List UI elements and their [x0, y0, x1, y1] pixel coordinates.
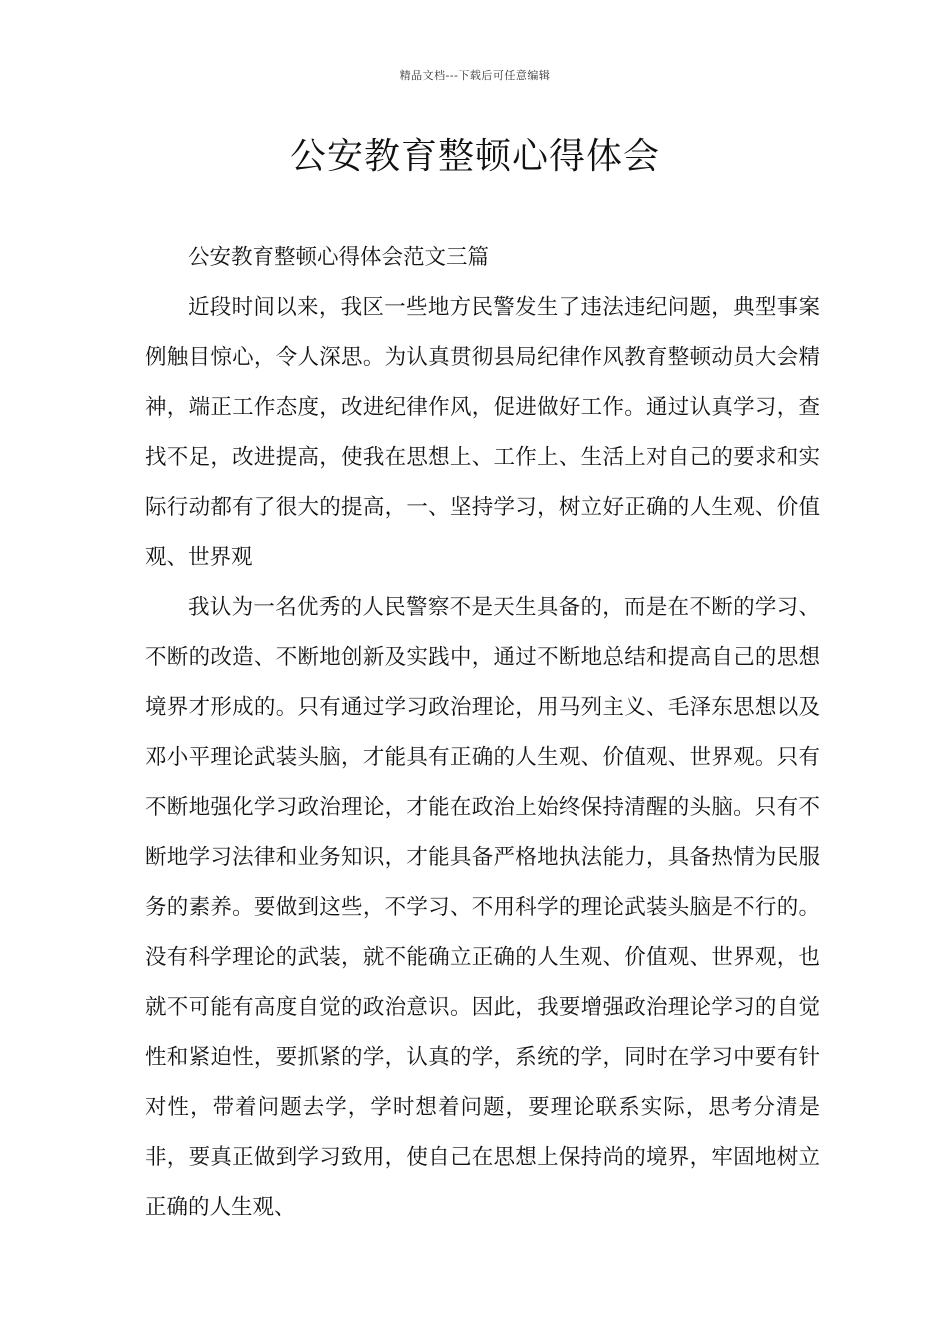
paragraph: 近段时间以来，我区一些地方民警发生了违法违纪问题，典型事案例触目惊心，令人深思。为认真贯彻县局纪律作风教育整顿动员大会精神，端正工作态度，改进纪律作风，促进做好工作。通过认真学习，查找不足，改进提高，使我在思想上、工作上、生活上对自己的要求和实际行动都有了很大的提高，一、坚持学习，树立好正确的人生观、价值观、世界观	[145, 295, 820, 570]
header-note: 精品文档---下载后可任意编辑	[399, 69, 551, 82]
document-body	[145, 233, 820, 1233]
document-title: 公安教育整顿心得体会	[289, 136, 660, 177]
paragraph-subtitle: 公安教育整顿心得体会范文三篇	[188, 245, 490, 270]
paragraph: 我认为一名优秀的人民警察不是天生具备的，而是在不断的学习、不断的改造、不断地创新及实践中，通过不断地总结和提高自己的思想境界才形成的。只有通过学习政治理论，用马列主义、毛泽东思想以及邓小平理论武装头脑，才能具有正确的人生观、价值观、世界观。只有不断地强化学习政治理论，才能在政治上始终保持清醒的头脑。只有不断地学习法律和业务知识，才能具备严格地执法能力，具备热情为民服务的素养。要做到这些，不学习、不用科学的理论武装头脑是不行的。没有科学理论的武装，就不能确立正确的人生观、价值观、世界观，也就不可能有高度自觉的政治意识。因此，我要增强政治理论学习的自觉性和紧迫性，要抓紧的学，认真的学，系统的学，同时在学习中要有针对性，带着问题去学，学时想着问题，要理论联系实际，思考分清是非，要真正做到学习致用，使自己在思想上保持尚的境界，牢固地树立正确的人生观、	[145, 595, 820, 1220]
